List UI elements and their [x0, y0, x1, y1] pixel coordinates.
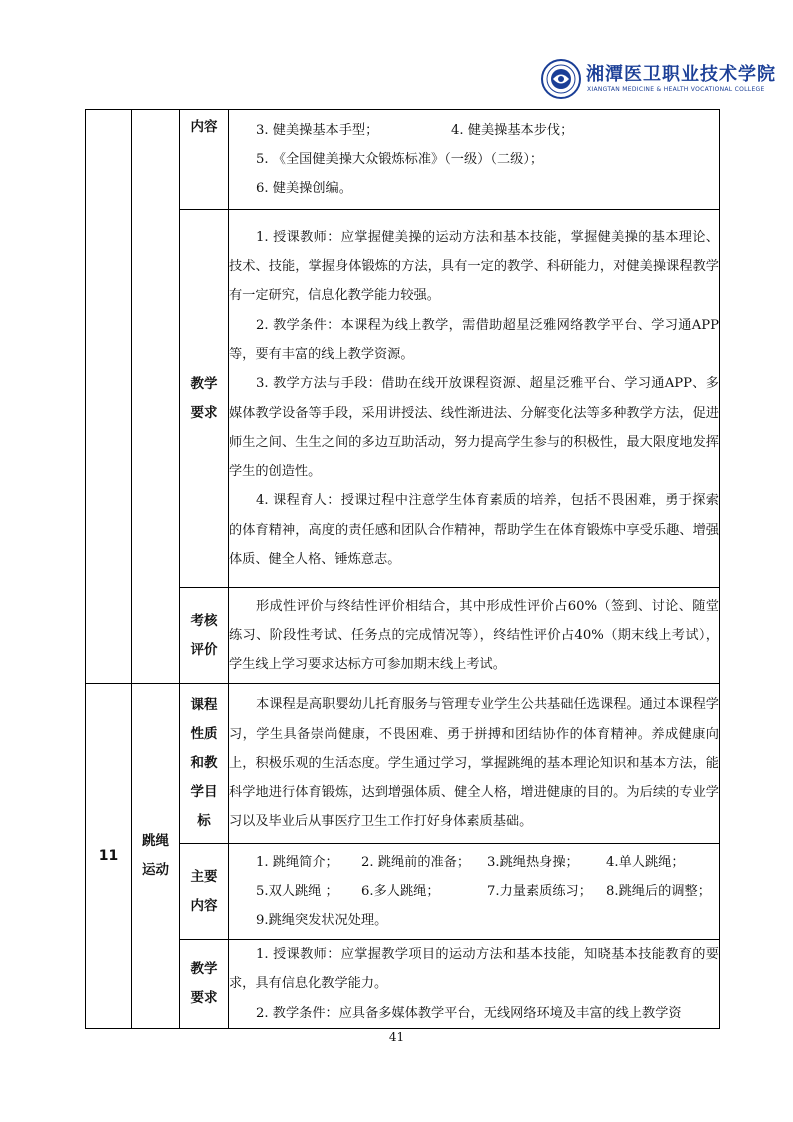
content-item: 7.力量素质练习；: [487, 883, 592, 899]
content-item: 6. 健美操创编。: [256, 181, 352, 197]
course-table: [85, 109, 720, 1029]
teaching-paragraph: 1. 授课教师：应掌握教学项目的运动方法和基本技能，知晓基本技能教育的要求，具有信息化教学能力。: [229, 947, 719, 992]
table-row: [86, 844, 720, 940]
assess-paragraph: 形成性评价与终结性评价相结合，其中形成性评价占60%（签到、讨论、随堂练习、阶段性考试、任务点的完成情况等），终结性评价占40%（期末线上考试），学生线上学习要求达标方可参加期末线上考试。: [229, 598, 719, 673]
content-cell: [229, 844, 720, 940]
page-number: 41: [388, 1030, 405, 1044]
table-row: [86, 210, 720, 588]
course-number: 11: [86, 684, 132, 1029]
content-item: 4. 健美操基本步伐；: [451, 122, 574, 138]
teaching-paragraph: 2. 教学条件：应具备多媒体教学平台，无线网络环境及丰富的线上教学资: [256, 1005, 682, 1021]
content-item: 1. 跳绳简介；: [256, 854, 339, 870]
content-label: 主要 内容: [180, 844, 229, 940]
empty-name-cell: [132, 110, 180, 684]
college-logo: [540, 58, 776, 102]
college-emblem-icon: [540, 58, 582, 100]
content-label: 内容: [180, 110, 229, 210]
teaching-cell: [229, 940, 720, 1029]
content-item: 3.跳绳热身操；: [487, 854, 579, 870]
teaching-cell: [229, 210, 720, 588]
table-row: [86, 110, 720, 210]
goal-cell: [229, 684, 720, 844]
teaching-label: 教学 要求: [180, 210, 229, 588]
teaching-label: 教学 要求: [180, 940, 229, 1029]
content-item: 3. 健美操基本手型；: [256, 122, 379, 138]
content-cell: [229, 110, 720, 210]
goal-paragraph: 本课程是高职婴幼儿托育服务与管理专业学生公共基础任选课程。通过本课程学习，学生具备崇尚健康，不畏困难、勇于拼搏和团结协作的体育精神。养成健康向上，积极乐观的生活态度。学生通过学习，掌握跳绳的基本理论知识和基本方法，能科学地进行体育锻炼，达到增强体质、健全人格，增进健康的目的。为后续的专业学习以及毕业后从事医疗卫生工作打好身体素质基础。: [229, 697, 719, 830]
teaching-paragraph: 2. 教学条件：本课程为线上教学，需借助超星泛雅网络教学平台、学习通APP等，要有丰富的线上教学资源。: [229, 317, 719, 362]
table-row: [86, 684, 720, 844]
teaching-paragraph: 3. 教学方法与手段：借助在线开放课程资源、超星泛雅平台、学习通APP、多媒体教学设备等手段，采用讲授法、线性渐进法、分解变化法等多种教学方法，促进师生之间、生生之间的多边互助活动，努力提高学生参与的积极性，最大限度地发挥学生的创造性。: [229, 376, 719, 480]
goal-label: 课程 性质 和教 学目 标: [180, 684, 229, 844]
table-row: [86, 940, 720, 1029]
teaching-paragraph: 4. 课程育人：授课过程中注意学生体育素质的培养，包括不畏困难，勇于探索的体育精神，高度的责任感和团队合作精神，帮助学生在体育锻炼中享受乐趣、增强体质、健全人格、锤炼意志。: [229, 493, 719, 567]
college-name-cn: 湘潭医卫职业技术学院: [586, 64, 776, 85]
empty-number-cell: [86, 110, 132, 684]
content-item: 8.跳绳后的调整；: [606, 883, 711, 899]
content-item: 9.跳绳突发状况处理。: [256, 913, 388, 929]
college-name-en: XIANGTAN MEDICINE & HEALTH VOCATIONAL COLLEGE: [587, 86, 765, 93]
course-name: 跳绳 运动: [132, 684, 180, 1029]
assess-cell: [229, 588, 720, 684]
assess-label: 考核 评价: [180, 588, 229, 684]
content-item: 2. 跳绳前的准备；: [361, 854, 471, 870]
content-item: 5.双人跳绳 ；: [256, 883, 339, 899]
content-item: 6.多人跳绳；: [361, 883, 440, 899]
content-item: 5. 《全国健美操大众锻炼标准》（一级）（二级）；: [256, 151, 544, 167]
content-item: 4.单人跳绳；: [606, 854, 685, 870]
table-row: [86, 588, 720, 684]
teaching-paragraph: 1. 授课教师：应掌握健美操的运动方法和基本技能，掌握健美操的基本理论、技术、技能，掌握身体锻炼的方法，具有一定的教学、科研能力，对健美操课程教学有一定研究，信息化教学能力较强。: [229, 229, 719, 304]
